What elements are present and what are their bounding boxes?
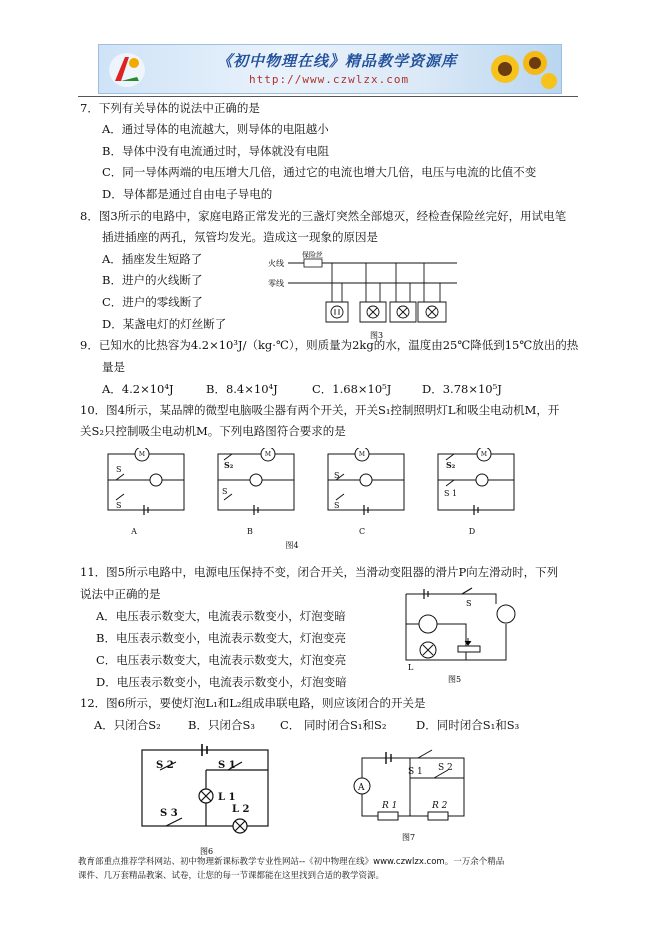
fig4-label-c: C: [358, 527, 366, 536]
svg-text:S: S: [116, 465, 122, 474]
fig6-s3-label: S 3: [160, 808, 178, 819]
banner-url[interactable]: http://www.czwlzx.com: [249, 73, 410, 86]
header-banner: [98, 44, 562, 94]
q11-stem-line2: 说法中正确的是: [80, 587, 161, 601]
q8-option-a: A．插座发生短路了: [102, 252, 203, 266]
fig6-s2-label: S 2: [156, 760, 174, 771]
fig6-l2-label: L 2: [232, 804, 250, 815]
q11-option-c: C．电压表示数变大，电流表示数变大，灯泡变亮: [96, 653, 347, 667]
q9-option-a: A．4.2×10⁴J: [102, 382, 174, 396]
q8-stem-line1: 8．图3所示的电路中，家庭电路正常发光的三盏灯突然全部熄灭，经检查保险丝完好，用试电笔: [80, 209, 567, 223]
q11-option-d: D．电压表示数变小，电流表示数变小，灯泡变暗: [96, 675, 347, 689]
fig5-meter: [419, 615, 437, 633]
fig7-ammeter-label: A: [358, 783, 365, 793]
q7-option-b: B．导体中没有电流通过时，导体就没有电阻: [102, 144, 329, 158]
fig7-s1-label: S 1: [408, 767, 423, 777]
fig5-lamp-label: L: [408, 663, 414, 672]
svg-text:S 1: S 1: [444, 489, 458, 498]
q8-stem-line2: 插进插座的两孔，氖管均发光。造成这一现象的原因是: [102, 230, 378, 244]
svg-text:M: M: [480, 451, 488, 458]
banner-title: 《初中物理在线》精品教学资源库: [217, 52, 458, 70]
q7-stem: 7．下列有关导体的说法中正确的是: [80, 101, 260, 115]
sunflower-icon: [487, 47, 557, 91]
fig4-caption: 图4: [285, 541, 299, 550]
fig7-r1-label: R 1: [382, 801, 398, 811]
svg-text:S: S: [222, 487, 228, 496]
fig7-resistor-r2: [428, 812, 448, 820]
fig6-caption: 图6: [200, 847, 214, 856]
q10-stem-line1: 10．图4所示，某品牌的微型电脑吸尘器有两个开关，开关S₁控制照明灯L和吸尘电动机M，开: [80, 403, 560, 417]
svg-text:M: M: [138, 451, 146, 458]
fig6-l1-label: L 1: [218, 792, 236, 803]
q12-option-b: B．只闭合S₃: [188, 718, 255, 732]
svg-text:S: S: [116, 501, 122, 510]
q11-option-a: A．电压表示数变大，电流表示数变小，灯泡变暗: [96, 609, 346, 623]
site-logo-icon: [107, 51, 147, 89]
fig4-lamp: [150, 474, 162, 486]
q8-option-d: D．某盏电灯的灯丝断了: [102, 317, 227, 331]
q9-option-c: C．1.68×10⁵J: [312, 382, 392, 396]
figure-4-circuit-options: [100, 448, 530, 552]
figure-5-rheostat-circuit: [396, 584, 526, 684]
svg-text:S: S: [334, 471, 340, 480]
fig5-switch-label: S: [466, 599, 472, 608]
q12-stem: 12．图6所示，要使灯泡L₁和L₂组成串联电路，则应该闭合的开关是: [80, 696, 426, 710]
figure-7-resistor-circuit: [344, 748, 484, 852]
figure-6-switch-circuit: [136, 740, 276, 858]
q7-option-d: D．导体都是通过自由电子导电的: [102, 187, 273, 201]
fig3-caption: 图3: [370, 331, 384, 340]
footer-line-1: 教育部重点推荐学科网站、初中物理新课标教学专业性网站--《初中物理在线》www.czwlzx.com。一万余个精品: [78, 857, 505, 867]
q8-option-b: B．进户的火线断了: [102, 273, 203, 287]
fig3-neutral-label: 零线: [268, 279, 284, 288]
fig3-socket: [331, 306, 343, 318]
header-rule: [78, 96, 578, 97]
q10-stem-line2: 关S₂只控制吸尘电动机M。下列电路图符合要求的是: [80, 424, 346, 438]
fig5-caption: 图5: [448, 675, 462, 684]
q9-stem-line1: 9．已知水的比热容为4.2×10³J/（kg·℃），则质量为2kg的水，温度由25℃降低到15℃放出的热: [80, 338, 579, 352]
q12-option-d: D．同时闭合S₁和S₃: [416, 718, 520, 732]
q11-option-b: B．电压表示数变小，电流表示数变大，灯泡变亮: [96, 631, 346, 645]
fig7-r2-label: R 2: [432, 801, 448, 811]
q12-option-c: C． 同时闭合S₁和S₂: [280, 718, 387, 732]
fig3-fuse-label: 保险丝: [302, 251, 323, 259]
svg-text:M: M: [358, 451, 366, 458]
q12-option-a: A．只闭合S₂: [94, 718, 161, 732]
fig7-s2-label: S 2: [438, 763, 453, 773]
fig7-resistor-r1: [378, 812, 398, 820]
q9-stem-line2: 量是: [102, 360, 125, 374]
q9-option-b: B．8.4×10⁴J: [206, 382, 278, 396]
fig4-lamp: [250, 474, 262, 486]
svg-text:S₂: S₂: [446, 460, 456, 470]
page-footer: [78, 855, 598, 883]
fig5-rheostat: [458, 646, 480, 652]
fig4-lamp: [360, 474, 372, 486]
fig4-label-a: A: [131, 527, 137, 536]
footer-line-2: 课件、几万套精品教案、试卷，让您的每一节课都能在这里找到合适的教学资源。: [78, 871, 385, 881]
fig4-label-d: D: [468, 527, 476, 536]
svg-text:S: S: [334, 501, 340, 510]
q8-option-c: C．进户的零线断了: [102, 295, 203, 309]
fig4-lamp: [476, 474, 488, 486]
q11-stem-line1: 11．图5所示电路中，电源电压保持不变，闭合开关，当滑动变阻器的滑片P向左滑动时，下列: [80, 565, 559, 579]
fig3-live-label: 火线: [268, 259, 284, 268]
fig4-label-b: B: [247, 527, 253, 536]
fig7-caption: 图7: [402, 833, 416, 842]
fig5-meter: [497, 605, 515, 623]
fig3-fuse: [304, 259, 322, 267]
q7-option-c: C．同一导体两端的电压增大几倍，通过它的电流也增大几倍，电压与电流的比值不变: [102, 165, 537, 179]
svg-text:M: M: [264, 451, 272, 458]
svg-text:S₂: S₂: [224, 460, 234, 470]
q9-option-d: D．3.78×10⁵J: [422, 382, 502, 396]
fig6-s1-label: S 1: [218, 760, 236, 771]
q7-option-a: A．通过导体的电流越大，则导体的电阻越小: [102, 122, 329, 136]
figure-3-household-circuit: [262, 250, 462, 342]
